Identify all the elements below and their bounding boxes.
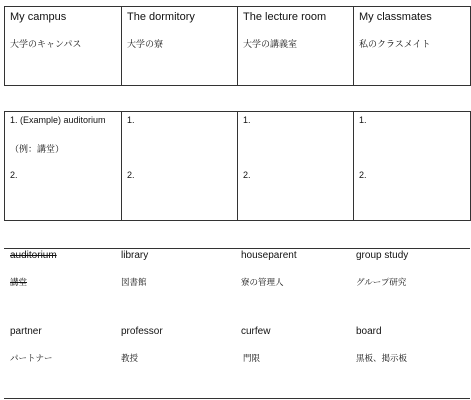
topic-title: My classmates: [359, 11, 432, 23]
vocab-term: partner: [10, 326, 42, 337]
vocab-translation: 門限: [243, 353, 261, 363]
divider: [4, 248, 470, 249]
answer-cell-classmates[interactable]: [354, 112, 471, 221]
vocab-term: group study: [356, 250, 409, 261]
topic-table: [4, 6, 471, 86]
answer-line-1: 1.: [359, 115, 367, 125]
vocab-translation: 講堂: [10, 277, 28, 287]
vocab-translation: 黒板、掲示板: [356, 353, 408, 363]
vocab-translation: 図書館: [121, 277, 147, 287]
answer-cell-lecture-room[interactable]: [238, 112, 354, 221]
topic-title: The dormitory: [127, 11, 195, 23]
topic-cell-classmates: [354, 7, 471, 86]
topic-translation: 大学のキャンパス: [10, 39, 82, 49]
topic-translation: 大学の寮: [127, 39, 164, 49]
answer-cell-dormitory[interactable]: [122, 112, 238, 221]
vocab-term: auditorium: [10, 250, 57, 261]
answer-line-2: 2.: [359, 170, 367, 180]
example-translation: （例：講堂）: [10, 144, 65, 154]
topic-title: The lecture room: [243, 11, 327, 23]
topic-row: [5, 7, 471, 86]
answer-line-1: 1.: [243, 115, 251, 125]
answer-cell-campus[interactable]: [5, 112, 122, 221]
divider: [4, 398, 470, 399]
vocab-term: library: [121, 250, 149, 261]
topic-cell-dormitory: [122, 7, 238, 86]
vocab-term: curfew: [241, 326, 271, 337]
vocab-translation: 寮の管理人: [241, 277, 284, 287]
vocab-translation: グループ研究: [356, 277, 407, 287]
topic-title: My campus: [10, 11, 67, 23]
vocabulary-box: [0, 248, 471, 400]
vocab-translation: パートナー: [10, 353, 53, 363]
topic-translation: 私のクラスメイト: [359, 39, 431, 49]
topic-cell-lecture-room: [238, 7, 354, 86]
topic-cell-campus: [5, 7, 122, 86]
vocab-term: professor: [121, 326, 163, 337]
answer-line-1: 1. (Example) auditorium: [10, 115, 106, 125]
answer-line-2: 2.: [10, 170, 18, 180]
topic-translation: 大学の講義室: [243, 39, 298, 49]
answer-line-2: 2.: [243, 170, 251, 180]
answer-table: [4, 111, 471, 221]
answer-row: [5, 112, 471, 221]
answer-line-1: 1.: [127, 115, 135, 125]
answer-line-2: 2.: [127, 170, 135, 180]
vocab-translation: 教授: [121, 353, 139, 363]
vocab-term: board: [356, 326, 382, 337]
vocab-term: houseparent: [241, 250, 297, 261]
